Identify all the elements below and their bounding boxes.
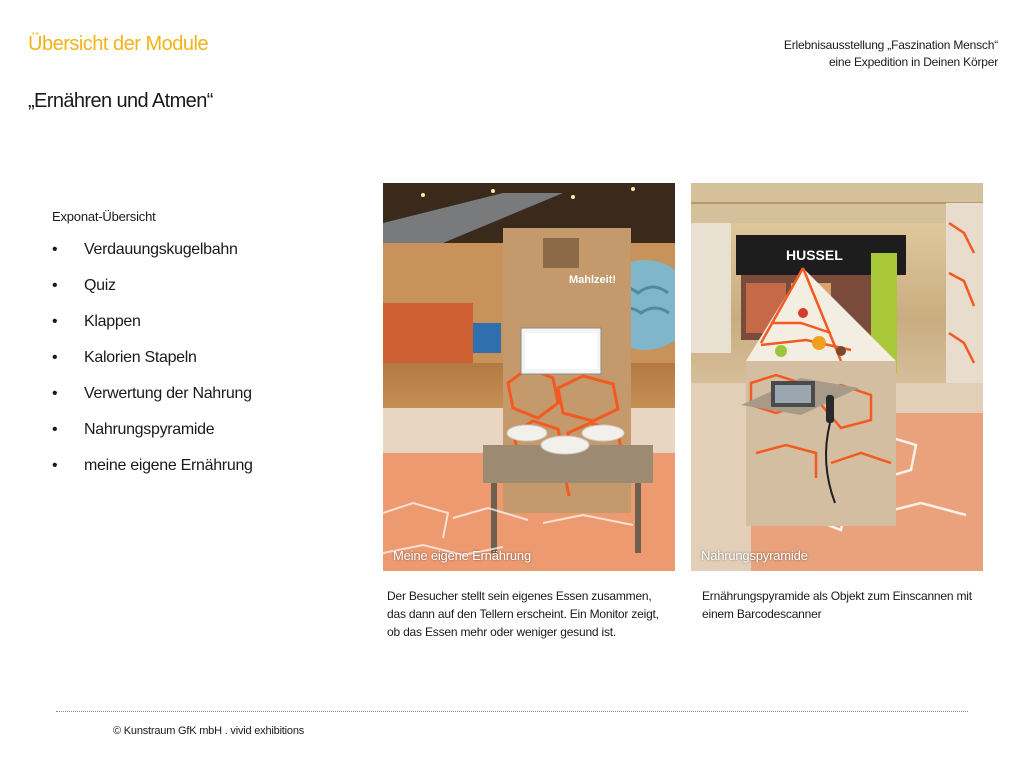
list-item: [52, 345, 253, 381]
exhibit-photo-illustration: [383, 183, 675, 571]
exhibit-name: Nahrungspyramide: [84, 421, 215, 438]
store-sign: HUSSEL: [786, 247, 843, 263]
list-item: [52, 309, 253, 345]
sign-text: Mahlzeit!: [569, 274, 617, 286]
exhibit-name: Verwertung der Nahrung: [84, 385, 252, 402]
list-item: [52, 273, 253, 309]
bullet: •: [52, 385, 58, 402]
photo-description-1: Der Besucher stellt sein eigenes Essen zusammen, das dann auf den Tellern erscheint. Ein Monitor zeigt, ob das Essen mehr oder weniger gesund ist.: [387, 589, 659, 639]
exhibit-name: meine eigene Ernährung: [84, 457, 253, 474]
overview-label: Exponat-Übersicht: [52, 209, 156, 224]
exhibit-name: Verdauungskugelbahn: [84, 241, 238, 258]
exhibition-header: [784, 37, 998, 71]
photo-caption: Meine eigene Ernährung: [393, 548, 531, 563]
module-title: „Ernähren und Atmen“: [28, 90, 213, 112]
footer-divider: [56, 711, 968, 712]
bullet: •: [52, 241, 58, 258]
list-item: [52, 453, 253, 489]
exhibit-photo-illustration: [691, 183, 983, 571]
bullet: •: [52, 421, 58, 438]
exhibit-name: Klappen: [84, 313, 141, 330]
exhibition-title: Erlebnisausstellung „Faszination Mensch“: [783, 38, 998, 52]
list-item: [52, 381, 253, 417]
photo-caption: Nahrungspyramide: [701, 548, 808, 563]
photo-meine-eigene-ernaehrung: [383, 183, 675, 571]
exhibition-subtitle: eine Expedition in Deinen Körper: [828, 55, 998, 69]
exhibit-list: [52, 237, 253, 489]
bullet: •: [52, 349, 58, 366]
exhibit-name: Quiz: [84, 277, 116, 294]
photo-description-2: Ernährungspyramide als Objekt zum Einscannen mit einem Barcodescanner: [702, 589, 972, 621]
list-item: [52, 417, 253, 453]
section-title: Übersicht der Module: [28, 33, 209, 55]
photo-nahrungspyramide: [691, 183, 983, 571]
list-item: [52, 237, 253, 273]
bullet: •: [52, 313, 58, 330]
exhibit-name: Kalorien Stapeln: [84, 349, 197, 366]
bullet: •: [52, 277, 58, 294]
bullet: •: [52, 457, 58, 474]
footer-copyright: © Kunstraum GfK mbH . vivid exhibitions: [113, 725, 305, 737]
